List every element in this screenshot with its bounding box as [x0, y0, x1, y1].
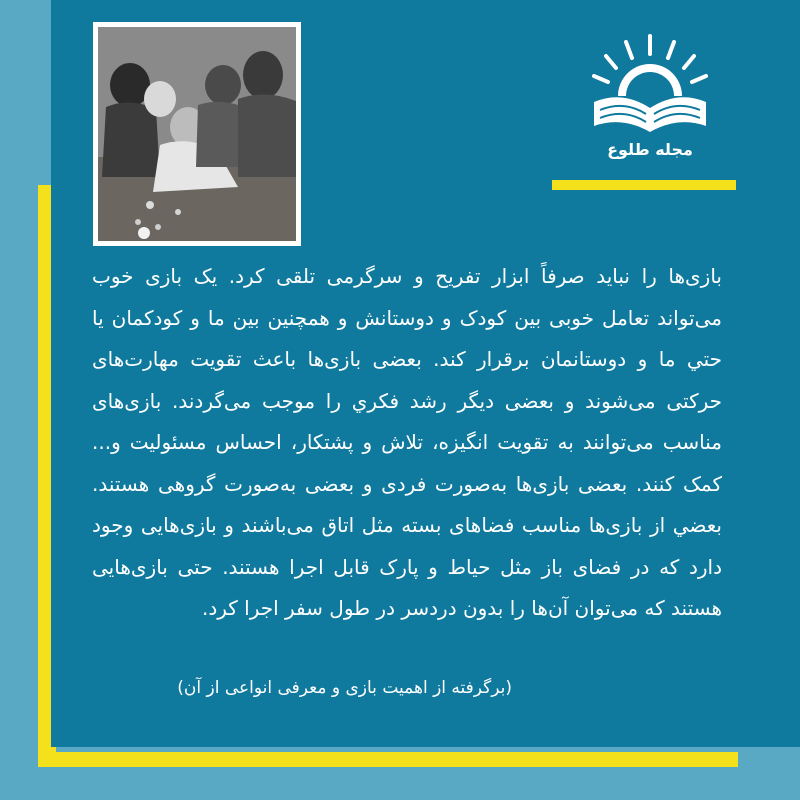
- photo-frame: [93, 22, 301, 246]
- source-note: (برگرفته از اهمیت بازی و معرفی انواعی از آن): [177, 678, 512, 698]
- decorative-yellow-bar-bottom: [38, 752, 738, 767]
- article-body: بازی‌ها را نباید صرفاً ابزار تفریح و سرگرمی تلقی کرد. یک بازی خوب می‌تواند تعامل خوبی بین کودک و دوستانش و همچنین بین ما و کودکمان یا حتي ما و دوستانمان برقرار کند. بعضی بازی‌ها باعث تقویت مهارت‌های حرکتی می‌شوند و بعضی دیگر رشد فکري را موجب می‌گردند. بازی‌های مناسب می‌توانند به تقویت انگیزه، تلاش و پشتکار، احساس مسئولیت و... کمک کنند. بعضی بازی‌ها به‌صورت فردی و بعضی به‌صورت گروهی هستند. بعضي از بازی‌ها مناسب فضاهای بسته مثل اتاق می‌باشند و بازی‌هایی وجود دارد که در فضای باز مثل حیاط و پارک قابل اجرا هستند. حتی بازی‌هایی هستند که می‌توان آن‌ها را بدون دردسر در طول سفر اجرا کرد.: [92, 264, 722, 620]
- magazine-name: مجله طلوع: [607, 140, 693, 159]
- children-playing-marbles-photo: [98, 27, 296, 241]
- open-book-sunrise-icon: [588, 32, 712, 140]
- logo-underline: [552, 180, 736, 190]
